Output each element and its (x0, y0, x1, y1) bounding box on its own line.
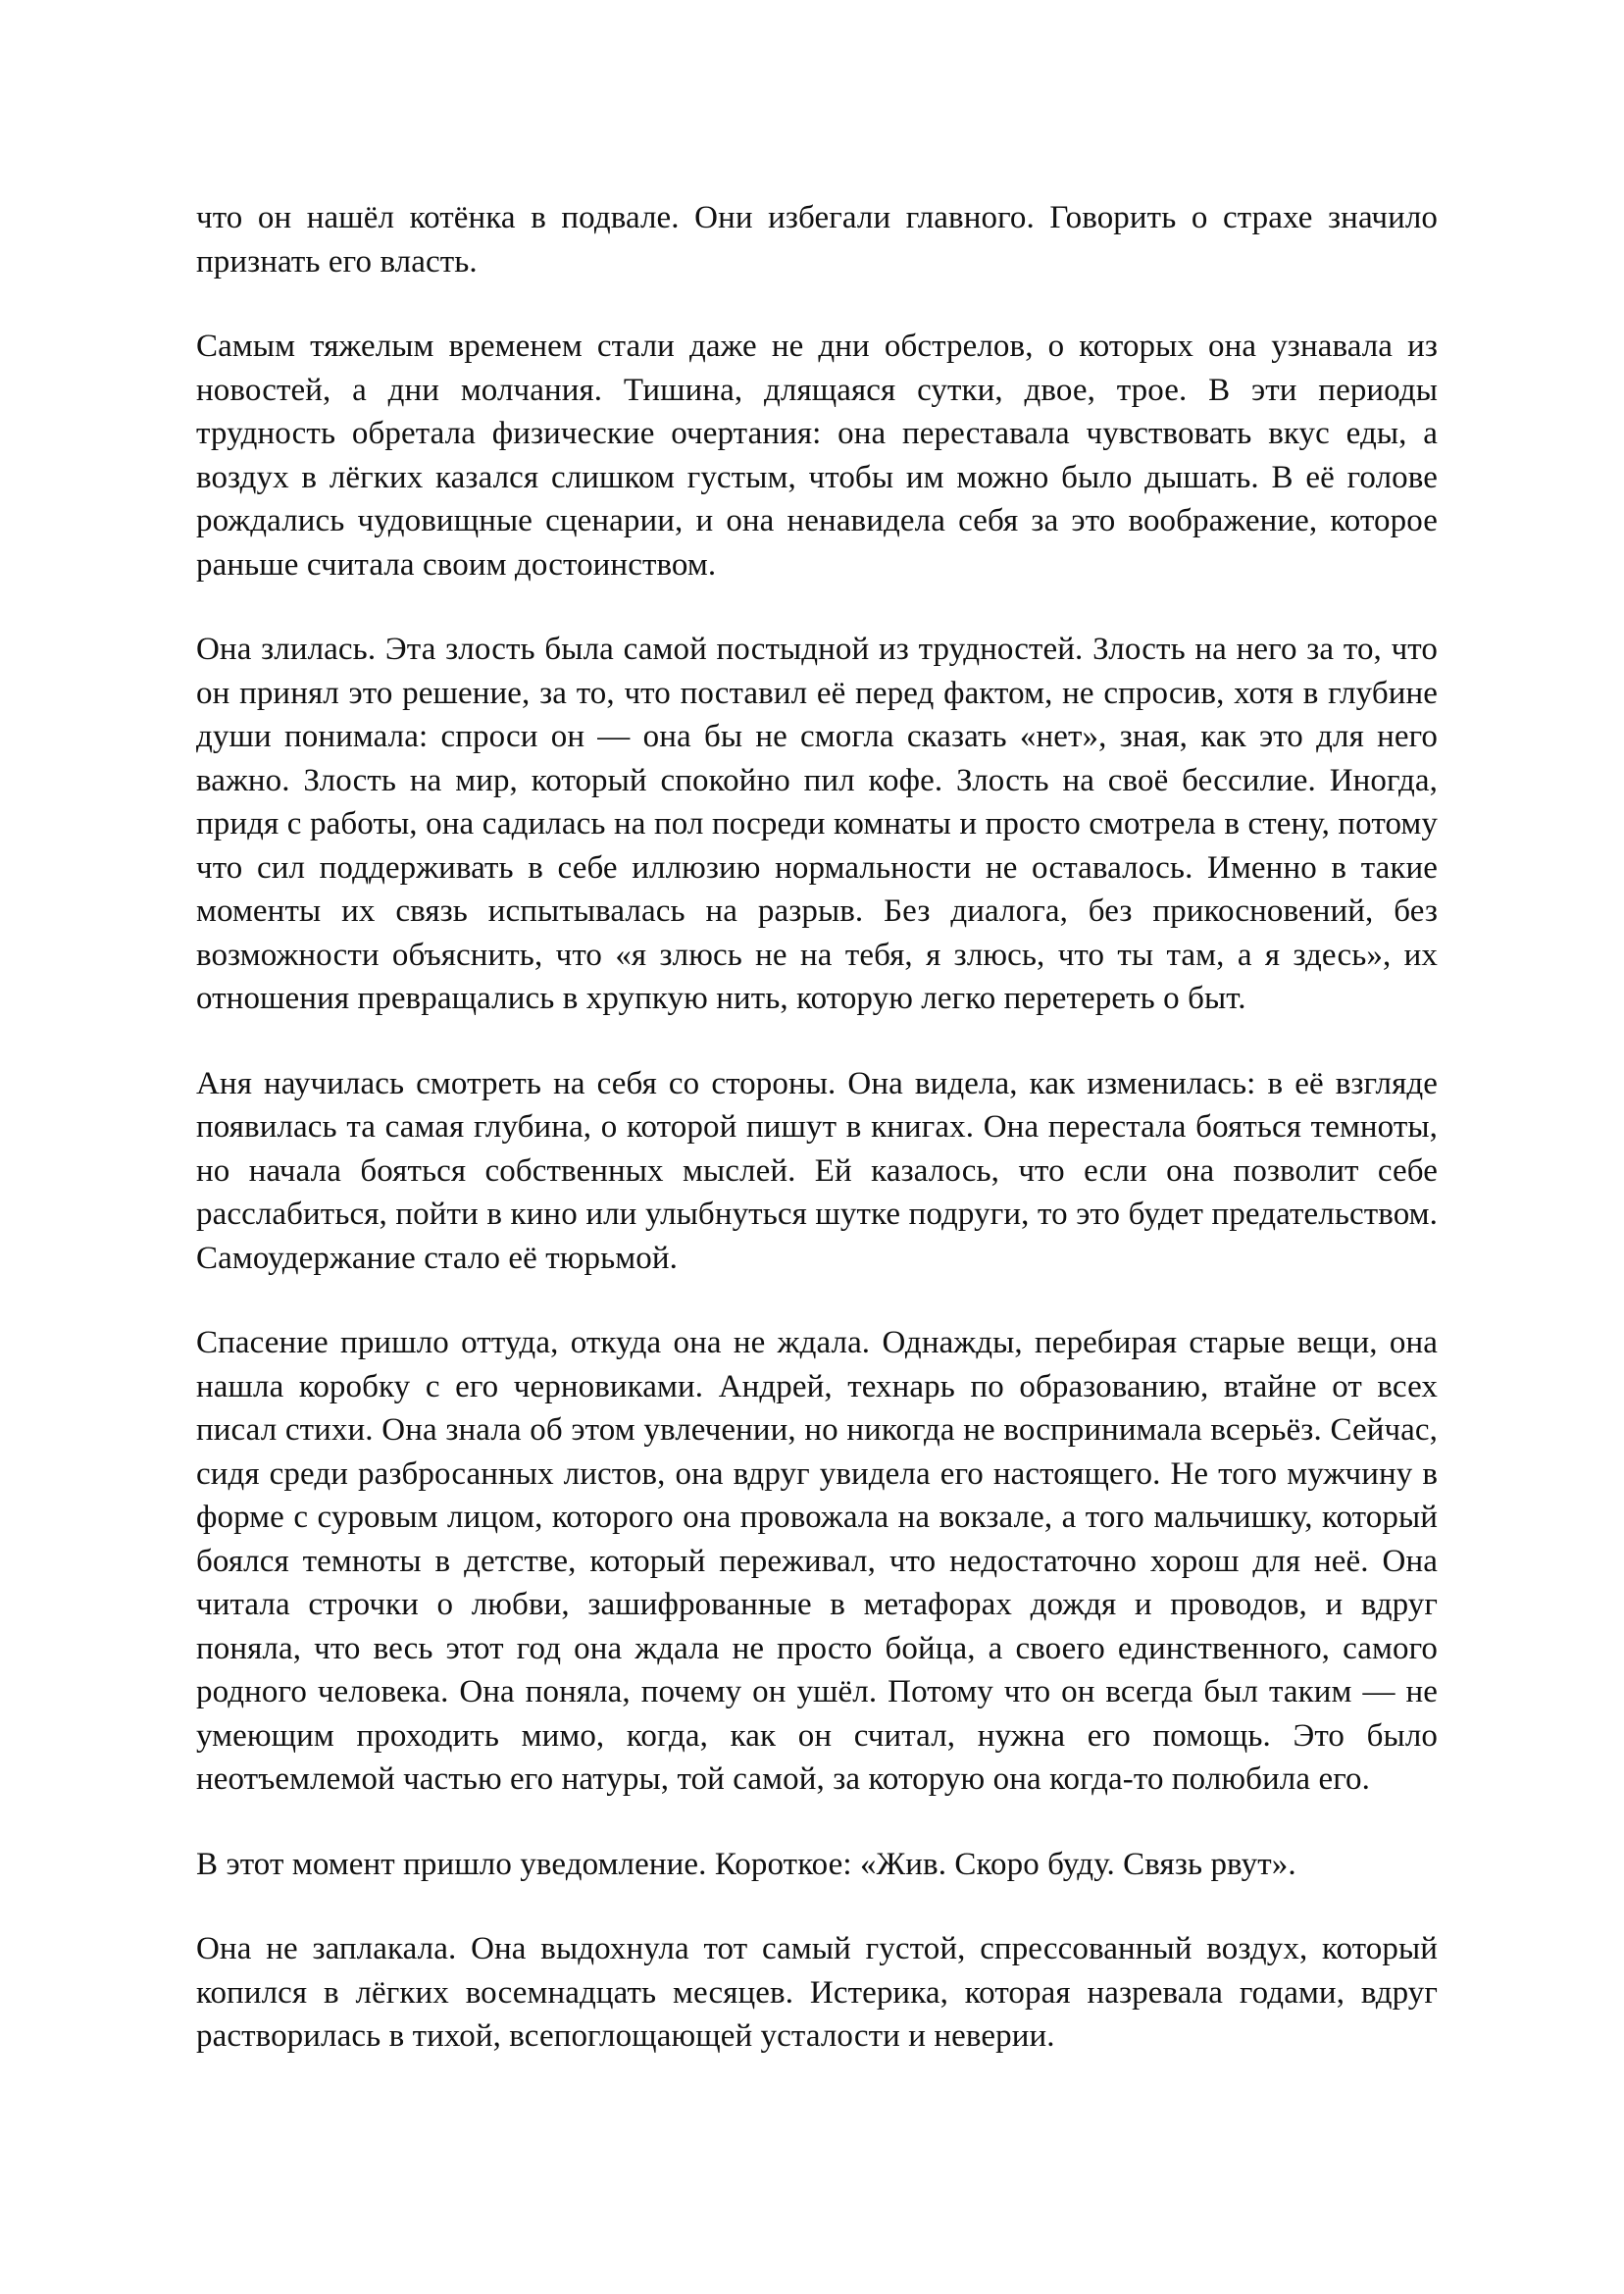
paragraph-2: Самым тяжелым временем стали даже не дни обстрелов, о которых она узнавала из новостей, а дни молчания. Тишина, длящаяся сутки, двое, трое. В эти периоды трудность обретала физические очертания: она переставала чувствовать вкус еды, а воздух в лёгких казался слишком густым, чтобы им можно было дышать. В её голове рождались чудовищные сценарии, и она ненавидела себя за это воображение, которое раньше считала своим достоинством. (196, 329, 1438, 583)
paragraph-5: Спасение пришло оттуда, откуда она не ждала. Однажды, перебирая старые вещи, она нашла коробку с его черновиками. Андрей, технарь по образованию, втайне от всех писал стихи. Она знала об этом увлечении, но никогда не воспринимала всерьёз. Сейчас, сидя среди разбросанных листов, она вдруг увидела его настоящего. Не того мужчину в форме с суровым лицом, которого она провожала на вокзале, а того мальчишку, который боялся темноты в детстве, который переживал, что недостаточно хорош для неё. Она читала строчки о любви, зашифрованные в метафорах дождя и проводов, и вдруг поняла, что весь этот год она ждала не просто бойца, а своего единственного, самого родного человека. Она поняла, почему он ушёл. Потому что он всегда был таким — не умеющим проходить мимо, когда, как он считал, нужна его помощь. Это было неотъемлемой частью его натуры, той самой, за которую она когда-то полюбила его. (196, 1325, 1438, 1797)
paragraph-4: Аня научилась смотреть на себя со стороны. Она видела, как изменилась: в её взгляде появилась та самая глубина, о которой пишут в книгах. Она перестала бояться темноты, но начала бояться собственных мыслей. Ей казалось, что если она позволит себе расслабиться, пойти в кино или улыбнуться шутке подруги, то это будет предательством. Самоудержание стало её тюрьмой. (196, 1065, 1438, 1276)
paragraph-3: Она злилась. Эта злость была самой постыдной из трудностей. Злость на него за то, что он принял это решение, за то, что поставил её перед фактом, не спросив, хотя в глубине души понимала: спроси он — она бы не смогла сказать «нет», зная, как это для него важно. Злость на мир, который спокойно пил кофе. Злость на своё бессилие. Иногда, придя с работы, она садилась на пол посреди комнаты и просто смотрела в стену, потому что сил поддерживать в себе иллюзию нормальности не оставалось. Именно в такие моменты их связь испытывалась на разрыв. Без диалога, без прикосновений, без возможности объяснить, что «я злюсь не на тебя, я злюсь, что ты там, а я здесь», их отношения превращались в хрупкую нить, которую легко перетереть о быт. (196, 632, 1438, 1016)
paragraph-6: В этот момент пришло уведомление. Короткое: «Жив. Скоро буду. Связь рвут». (196, 1846, 1296, 1882)
paragraph-7: Она не заплакала. Она выдохнула тот самый густой, спрессованный воздух, который копился в лёгких восемнадцать месяцев. Истерика, которая назревала годами, вдруг растворилась в тихой, всепоглощающей усталости и неверии. (196, 1931, 1438, 2054)
paragraph-1: что он нашёл котёнка в подвале. Они избегали главного. Говорить о страхе значило признать его власть. (196, 200, 1438, 280)
